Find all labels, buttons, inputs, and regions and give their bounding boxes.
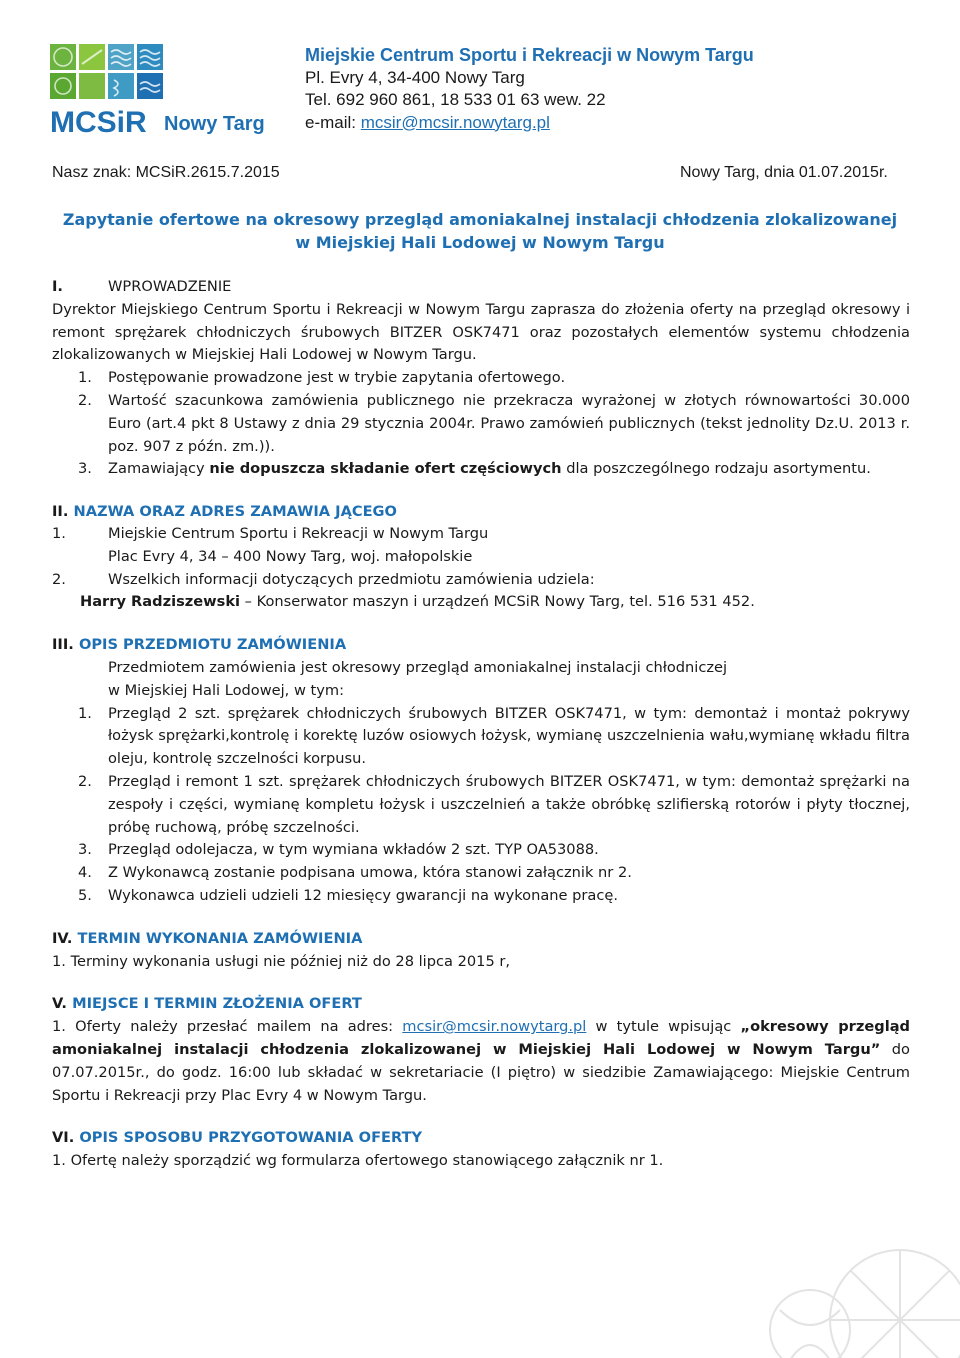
item-text-bold: nie dopuszcza składanie ofert częściowych: [209, 460, 562, 478]
reference-number: Nasz znak: MCSiR.2615.7.2015: [52, 164, 280, 181]
item-text: Przegląd i remont 1 szt. sprężarek chłodniczych śrubowych BITZER OSK7471, w tym: demontaż sprężarki na zespoły i części, wymianę kompletu łożysk i uszczelnień a także obróbkę szlifierską rotorów i płyty tłocznej, próbę ruchową, próbę szczelności.: [108, 772, 910, 836]
section-6-number: VI.: [52, 1129, 75, 1147]
document-date: Nowy Targ, dnia 01.07.2015r.: [680, 164, 888, 181]
item-text: [108, 458, 910, 481]
section-1-title: WPROWADZENIE: [108, 278, 232, 295]
s5-text-part: 1. Oferty należy przesłać mailem na adres:: [52, 1018, 403, 1036]
section-5-text: [52, 1016, 910, 1107]
section-4-heading: [52, 928, 910, 951]
org-email-link[interactable]: mcsir@mcsir.nowytarg.pl: [360, 112, 550, 132]
section-2-item-2: [52, 569, 910, 592]
section-5-number: V.: [52, 995, 67, 1013]
section-6-title: OPIS SPOSOBU PRZYGOTOWANIA OFERTY: [79, 1129, 423, 1147]
section-1-item-1: [52, 367, 910, 390]
submission-email-link[interactable]: mcsir@mcsir.nowytarg.pl: [402, 1018, 587, 1036]
logo-nowytarg-text: Nowy Targ: [164, 113, 265, 135]
org-phone: Tel. 692 960 861, 18 533 01 63 wew. 22: [305, 90, 606, 109]
item-number: 4.: [78, 864, 92, 882]
org-email-line: [305, 112, 754, 135]
section-3-title: OPIS PRZEDMIOTU ZAMÓWIENIA: [78, 636, 347, 654]
section-4-text: 1. Terminy wykonania usługi nie później niż do 28 lipca 2015 r,: [52, 952, 511, 970]
section-1-number: I.: [52, 278, 63, 295]
section-1-intro: Dyrektor Miejskiego Centrum Sportu i Rekreacji w Nowym Targu zaprasza do złożenia oferty na przegląd okresowy i remont sprężarek chłodniczych śrubowych BITZER OSK7471 oraz pozostałych elementów systemu chłodzenia zlokalizowanych w Miejskiej Hali Lodowej w Nowym Targu.: [52, 300, 910, 364]
item-text: Miejskie Centrum Sportu i Rekreacji w Nowym Targu: [108, 524, 489, 542]
logo-mcsir-text: MCSiR: [50, 106, 147, 139]
section-3-item-5: [52, 885, 910, 908]
section-2-item-1: [52, 523, 910, 546]
item-number: 1.: [78, 704, 92, 722]
item-number: 1.: [78, 369, 92, 387]
section-6-text: 1. Ofertę należy sporządzić wg formularza ofertowego stanowiącego załącznik nr 1.: [52, 1152, 664, 1170]
logo-tiles-icon: [50, 44, 163, 99]
section-4-number: IV.: [52, 929, 73, 947]
contact-name: Harry Radziszewski: [80, 593, 241, 611]
section-1-heading: [52, 276, 910, 299]
item-text: Wykonawca udzieli udzieli 12 miesięcy gwarancji na wykonane pracę.: [108, 886, 618, 904]
section-4-title: TERMIN WYKONANIA ZAMÓWIENIA: [77, 929, 363, 947]
s5-text-part: do 07.07.2015r., do godz. 16:00 lub składać w sekretariacie (I piętro) w siedzibie Zamawiającego: Miejskie Centrum Sportu i Rekreacji przy Plac Evry 4 w Nowym Targu.: [52, 1040, 910, 1104]
section-1-item-3: [52, 458, 910, 481]
section-3-number: III.: [52, 636, 74, 654]
item-number: 2.: [78, 391, 92, 409]
item-number: 2.: [78, 772, 92, 790]
section-5-heading: [52, 993, 910, 1016]
section-6-heading: [52, 1127, 910, 1150]
section-3-intro-2: w Miejskiej Hali Lodowej, w tym:: [108, 681, 345, 699]
title-line-1: Zapytanie ofertowe na okresowy przegląd amoniakalnej instalacji chłodzenia zlokalizowanej: [62, 210, 898, 229]
section-2-number: II.: [52, 503, 69, 521]
org-name: Miejskie Centrum Sportu i Rekreacji w Nowym Targu: [305, 45, 754, 65]
section-2-contact: [52, 591, 910, 614]
section-2-address: Plac Evry 4, 34 – 400 Nowy Targ, woj. małopolskie: [108, 547, 473, 565]
mcsir-logo: [48, 44, 288, 140]
document-body: [52, 276, 910, 1173]
item-text: Przegląd odolejacza, w tym wymiana wkładów 2 szt. TYP OA53088.: [108, 841, 599, 859]
section-3-item-4: [52, 862, 910, 885]
item-number: 3.: [78, 460, 92, 478]
item-text: Wszelkich informacji dotyczących przedmiotu zamówienia udziela:: [108, 570, 595, 588]
item-text: Postępowanie prowadzone jest w trybie zapytania ofertowego.: [108, 369, 566, 387]
contact-details: – Konserwator maszyn i urządzeń MCSiR Nowy Targ, tel. 516 531 452.: [240, 593, 755, 611]
section-1-item-2: [52, 390, 910, 458]
item-text: Przegląd 2 szt. sprężarek chłodniczych śrubowych BITZER OSK7471, w tym: demontaż i montaż pokrywy łożysk sprężarki,kontrolę i korektę luzów osiowych łożysk, wymianę uszczelnienia wału,wymianę wkładu filtra oleju, kontrolę szczelności korpusu.: [108, 704, 910, 768]
section-3-heading: [52, 634, 910, 657]
title-line-2: w Miejskiej Hali Lodowej w Nowym Targu: [295, 233, 665, 252]
org-address: Pl. Evry 4, 34-400 Nowy Targ: [305, 67, 525, 87]
item-text-part: dla poszczególnego rodzaju asortymentu.: [561, 460, 871, 478]
item-number: 1.: [52, 524, 66, 542]
organization-info: [305, 44, 754, 134]
section-3-intro-1: Przedmiotem zamówienia jest okresowy przegląd amoniakalnej instalacji chłodniczej: [108, 658, 728, 676]
item-text: Wartość szacunkowa zamówienia publicznego nie przekracza wyrażonej w złotych równowartości 30.000 Euro (art.4 pkt 8 Ustawy z dnia 29 stycznia 2004r. Prawo zamówień publicznych (tekst jednolity Dz.U. 2013 r. poz. 907 z późn. zm.)).: [108, 391, 910, 455]
item-text: Z Wykonawcą zostanie podpisana umowa, która stanowi załącznik nr 2.: [108, 864, 632, 882]
section-2-title: NAZWA ORAZ ADRES ZAMAWIA JĄCEGO: [73, 503, 397, 521]
s5-title-bold: „okresowy przegląd amoniakalnej instalacji chłodzenia zlokalizowanej w Miejskiej Hali Lodowej w Nowym Targu”: [52, 1018, 911, 1058]
section-3-item-2: [52, 771, 910, 839]
document-title: [52, 208, 908, 254]
section-3-item-3: [52, 839, 910, 862]
decorative-ball-watermark-icon: [750, 1170, 960, 1358]
item-number: 5.: [78, 886, 92, 904]
item-number: 2.: [52, 570, 66, 588]
item-number: 3.: [78, 841, 92, 859]
section-5-title: MIEJSCE I TERMIN ZŁOŻENIA OFERT: [72, 995, 362, 1013]
item-text-part: Zamawiający: [108, 460, 210, 478]
s5-text-part: w tytule wpisując: [586, 1018, 741, 1036]
section-3-item-1: [52, 703, 910, 771]
section-2-heading: [52, 501, 910, 524]
email-label: e-mail:: [305, 112, 361, 132]
